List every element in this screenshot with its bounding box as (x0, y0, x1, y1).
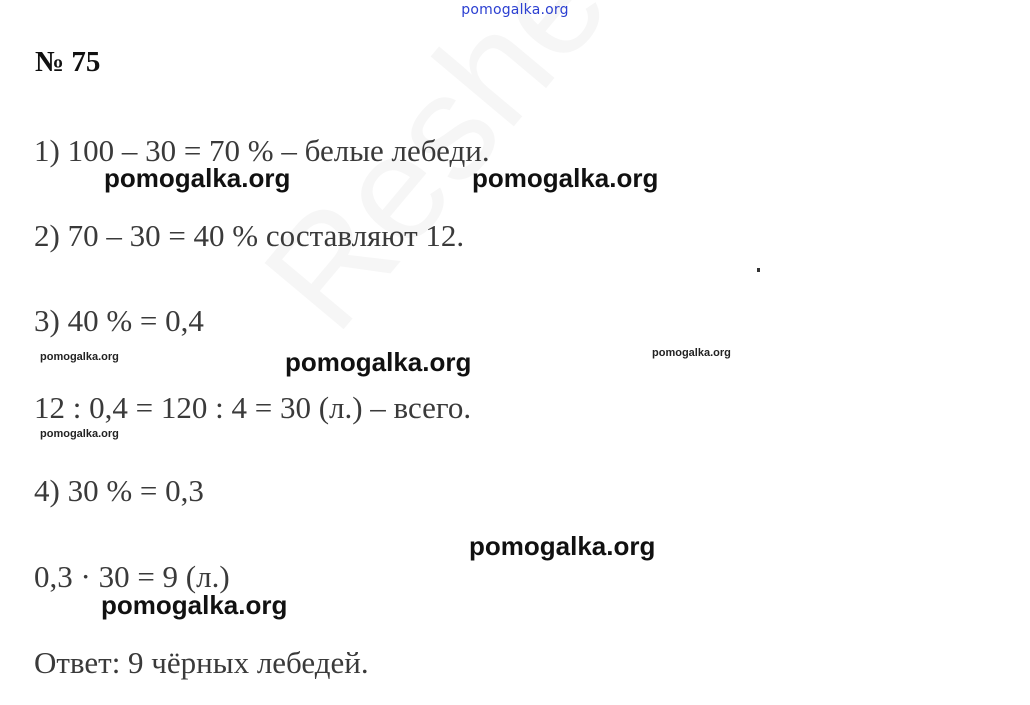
watermark-pomogalka-5: pomogalka.org (101, 590, 288, 620)
speck (757, 268, 760, 272)
answer-line: Ответ: 9 чёрных лебедей. (34, 645, 369, 680)
watermark-pomogalka-3: pomogalka.org (285, 347, 472, 377)
solution-line-4: 12 : 0,4 = 120 : 4 = 30 (л.) – всего. (34, 390, 472, 425)
watermark-small-2: pomogalka.org (652, 347, 731, 359)
task-number: № 75 (35, 46, 101, 78)
watermark-pomogalka-2: pomogalka.org (472, 163, 659, 193)
solution-line-1: 1) 100 – 30 = 70 % – белые лебеди. (34, 133, 490, 168)
watermark-small-3: pomogalka.org (40, 428, 119, 440)
site-link[interactable]: pomogalka.org (461, 2, 569, 18)
solution-line-2: 2) 70 – 30 = 40 % составляют 12. (34, 218, 465, 253)
watermark-small-1: pomogalka.org (40, 351, 119, 363)
solution-line-5: 4) 30 % = 0,3 (34, 473, 204, 508)
watermark-pomogalka-1: pomogalka.org (104, 163, 291, 193)
solution-line-3: 3) 40 % = 0,4 (34, 303, 204, 338)
watermark-pomogalka-4: pomogalka.org (469, 531, 656, 561)
solution-line-6: 0,3 · 30 = 9 (л.) (34, 559, 230, 594)
